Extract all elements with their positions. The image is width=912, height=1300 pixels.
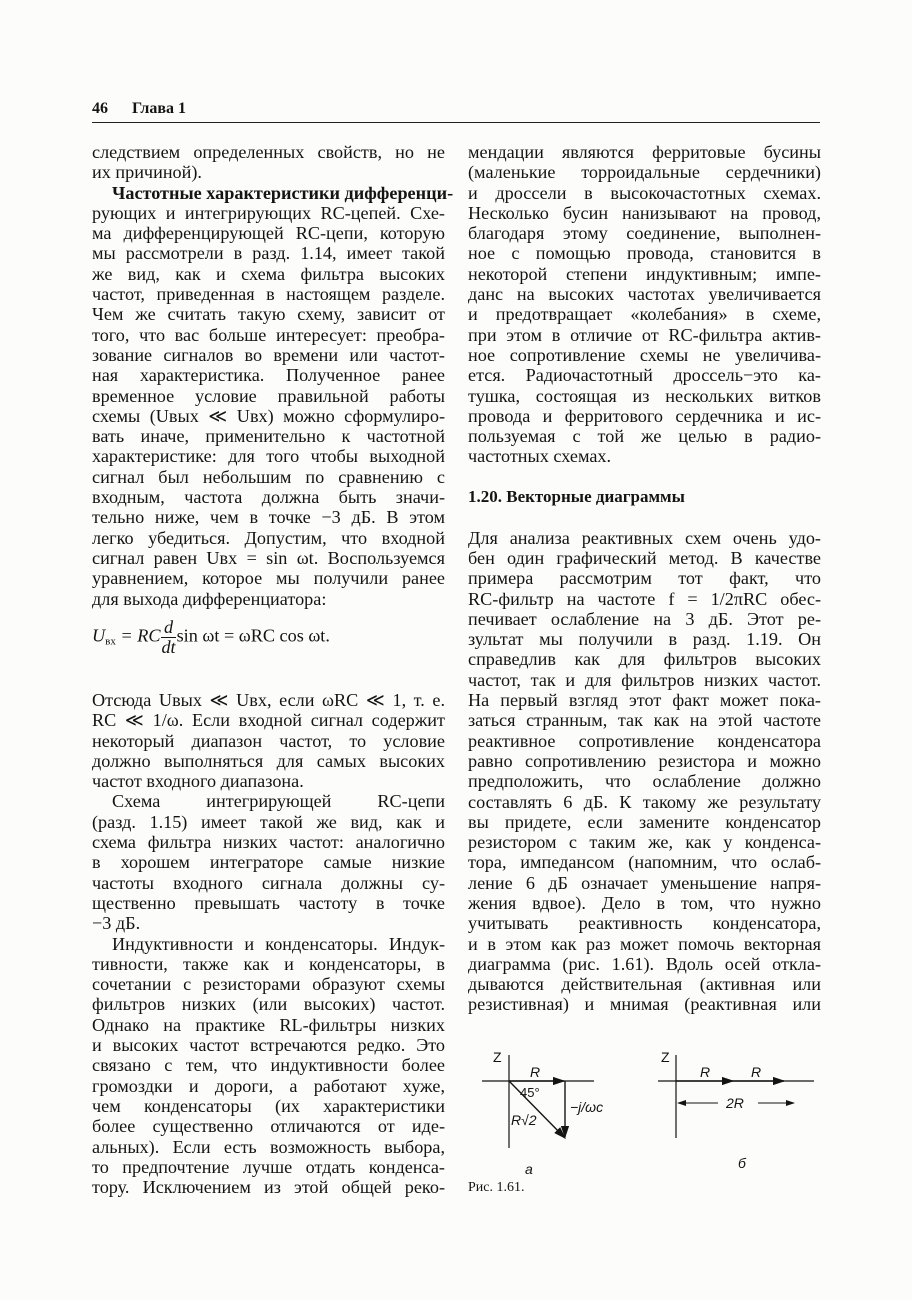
text-line: учитывать реактивность конденсатора, <box>468 913 821 934</box>
text-line: щественно превышать частоту в точке <box>92 892 445 913</box>
text-line: временное условие правильной работы <box>92 385 445 406</box>
text-line: входным, частота должна быть значи- <box>92 487 445 508</box>
text-line: схема фильтра низких частот: аналогично <box>92 832 445 853</box>
text-line: реактивное сопротивление конденсатора <box>468 730 821 751</box>
figure-vector-diagrams <box>468 1040 828 1200</box>
text-line: в хорошем интеграторе самые низкие <box>92 852 445 873</box>
text-line: предположить, что ослабление должно <box>468 771 821 792</box>
text-line: заться странным, так как на этой частоте <box>468 710 821 731</box>
text-line: некоторой степени индуктивным; импе- <box>468 263 821 284</box>
text-line: вать иначе, применительно к частотной <box>92 426 445 447</box>
text-line: альных). Если есть возможность выбора, <box>92 1136 445 1157</box>
text-line: то предпочтение лучше отдать конденса- <box>92 1156 445 1177</box>
text-line: ется. Радиочастотный дроссель−это ка- <box>468 365 821 386</box>
text-line: тору. Исключением из этой общей реко- <box>92 1177 445 1198</box>
page-header <box>92 100 820 123</box>
text-line: рующих и интегрирующих RC-цепей. Схе- <box>92 202 445 223</box>
text-line: бен один графический метод. В качестве <box>468 547 821 568</box>
svg-text:Z: Z <box>661 1049 670 1065</box>
text-line: зультат мы получили в разд. 1.19. Он <box>468 629 821 650</box>
diagram-b <box>658 1049 814 1171</box>
text-line: их причиной). <box>92 162 202 183</box>
section-heading: 1.20. Векторные диаграммы <box>468 487 685 507</box>
text-line: (разд. 1.15) имеет такой же вид, как и <box>92 811 445 832</box>
text-line: громоздки и дороги, а работают хуже, <box>92 1075 445 1096</box>
text-line: Однако на практике RL-фильтры низких <box>92 1014 445 1035</box>
text-line: частоты входного сигнала должны су- <box>92 872 445 893</box>
text-line: связано с тем, что индуктивности более <box>92 1055 445 1076</box>
diagram-a <box>482 1049 603 1177</box>
text-line: частот, приведенная в настоящем разделе. <box>92 284 445 305</box>
text-line: Для анализа реактивных схем очень удо- <box>468 527 821 548</box>
figure-caption: Рис. 1.61. <box>468 1180 525 1195</box>
text-line: ное сопротивление схемы не увеличива- <box>468 344 821 365</box>
text-line: сигнал был небольшим по сравнению с <box>92 466 445 487</box>
text-line: более существенно отличаются от иде- <box>92 1116 445 1137</box>
text-line: и высоких частот встречаются редко. Это <box>92 1035 445 1056</box>
chapter-title: Глава 1 <box>132 100 186 117</box>
text-line: следствием определенных свойств, но не <box>92 142 445 162</box>
text-line: характеристике: для того чтобы выходной <box>92 446 445 467</box>
text-line: провода и ферритового сердечника и ис- <box>468 405 821 426</box>
text-line: справедлив как для фильтров высоких <box>468 649 821 670</box>
text-line: дываются действительная (активная или <box>468 974 821 995</box>
text-line: RC-фильтр на частоте f = 1/2πRC обес- <box>468 588 821 609</box>
svg-text:R: R <box>751 1064 762 1080</box>
text-line: равно сопротивлению резистора и можно <box>468 750 821 771</box>
paragraph-heading: Частотные характеристики дифференци- <box>112 182 454 203</box>
text-line: Отсюда Uвых ≪ Uвх, если ωRC ≪ 1, т. е. <box>92 690 445 710</box>
text-line: для выхода дифференциатора: <box>92 588 327 609</box>
text-line: Чем же считать такую схему, зависит от <box>92 304 445 325</box>
text-line: и дроссели в высокочастотных схемах. <box>468 182 821 203</box>
svg-text:Z: Z <box>493 1049 502 1065</box>
text-line: того, что вас больше интересует: преобра- <box>92 324 445 345</box>
page-number: 46 <box>92 100 108 117</box>
text-line: и предотвращает «колебания» в схеме, <box>468 304 821 325</box>
text-line: фильтров низких (или высоких) частот. <box>92 994 445 1015</box>
text-line: и в этом как раз может помочь векторная <box>468 933 821 954</box>
text-line: частот, так и для фильтров низких частот. <box>468 669 821 690</box>
text-line: сигнал равен Uвх = sin ωt. Воспользуемся <box>92 547 445 568</box>
vector-diagram-svg <box>468 1040 828 1180</box>
text-line: примера рассмотрим тот факт, что <box>468 568 821 589</box>
text-line: при этом в отличие от RC-фильтра актив- <box>468 324 821 345</box>
text-line: ное с помощью провода, становится в <box>468 243 821 264</box>
text-line: вы придете, если замените конденсатор <box>468 811 821 832</box>
text-line: На первый взгляд этот факт может пока- <box>468 690 821 711</box>
svg-text:a: a <box>525 1161 533 1177</box>
text-line: сочетании с резисторами образуют схемы <box>92 974 445 995</box>
text-line: должно выполняться для самых высоких <box>92 750 445 771</box>
text-line: чем конденсаторы (их характеристики <box>92 1095 445 1116</box>
left-column <box>92 142 454 609</box>
text-line: печивает ослабление на 3 дБ. Этот ре- <box>468 608 821 629</box>
text-line: ная характеристика. Полученное ранее <box>92 365 445 386</box>
text-line: жения вдвое). Дело в том, что нужно <box>468 892 821 913</box>
svg-text:2R: 2R <box>726 1095 744 1111</box>
text-line: уравнением, которое мы получили ранее <box>92 568 445 589</box>
svg-text:R√2: R√2 <box>511 1112 537 1128</box>
text-line: тивности, также как и конденсаторы, в <box>92 953 445 974</box>
text-line: резистором с таким же, как у конденса- <box>468 832 821 853</box>
text-line: частот входного диапазона. <box>92 771 304 792</box>
text-line: мы рассмотрели в разд. 1.14, имеет такой <box>92 243 445 264</box>
text-line: тушка, состоящая из нескольких витков <box>468 385 821 406</box>
text-line: же вид, как и схема фильтра высоких <box>92 263 445 284</box>
right-column <box>468 142 821 1015</box>
text-line: Схема интегрирующей RC-цепи <box>112 791 445 812</box>
svg-text:45°: 45° <box>520 1085 540 1100</box>
svg-text:б: б <box>738 1155 746 1171</box>
text-line: ма дифференцирующей RC-цепи, которую <box>92 223 445 244</box>
text-line: схемы (Uвых ≪ Uвх) можно сформулиро- <box>92 405 445 426</box>
text-line: благодаря этому соединение, выполнен- <box>468 223 821 244</box>
left-column-continued <box>92 690 445 1197</box>
text-line: RC ≪ 1/ω. Если входной сигнал содержит <box>92 710 445 731</box>
text-line: данс на высоких частотах увеличивается <box>468 284 821 305</box>
equation: $U_{вх}$ = RC $\frac{d}{dt}$ sin ωt = ωRC cos ωt. <box>92 617 330 657</box>
svg-text:−j/ωc: −j/ωc <box>570 1099 604 1115</box>
text-line: пользуемая с той же целью в радио- <box>468 426 821 447</box>
svg-text:R: R <box>530 1064 541 1080</box>
text-line: ление 6 дБ означает уменьшение напря- <box>468 872 821 893</box>
derivative-fraction: $\frac{d}{dt}$ <box>161 617 176 657</box>
text-line: легко убедиться. Допустим, что входной <box>92 527 445 548</box>
text-line: мендации являются ферритовые бусины <box>468 142 821 162</box>
text-line: −3 дБ. <box>92 913 141 934</box>
text-line: тора, импедансом (напомним, что ослаб- <box>468 852 821 873</box>
paragraph-heading-line: Индуктивности и конденсаторы. Индук- <box>112 933 445 954</box>
text-line: резистивная) и мнимая (реактивная или <box>468 994 821 1015</box>
text-line: зование сигналов во времени или частот- <box>92 344 445 365</box>
svg-text:R: R <box>700 1064 711 1080</box>
text-line: некоторый диапазон частот, то условие <box>92 730 445 751</box>
text-line: диаграмма (рис. 1.61). Вдоль осей откла- <box>468 953 821 974</box>
text-line: частотных схемах. <box>468 446 612 467</box>
text-line: тельно ниже, чем в точке −3 дБ. В этом <box>92 507 445 528</box>
text-line: Несколько бусин нанизывают на провод, <box>468 202 821 223</box>
text-line: составлять 6 дБ. К такому же результату <box>468 791 821 812</box>
text-line: (маленькие торроидальные сердечники) <box>468 162 821 183</box>
